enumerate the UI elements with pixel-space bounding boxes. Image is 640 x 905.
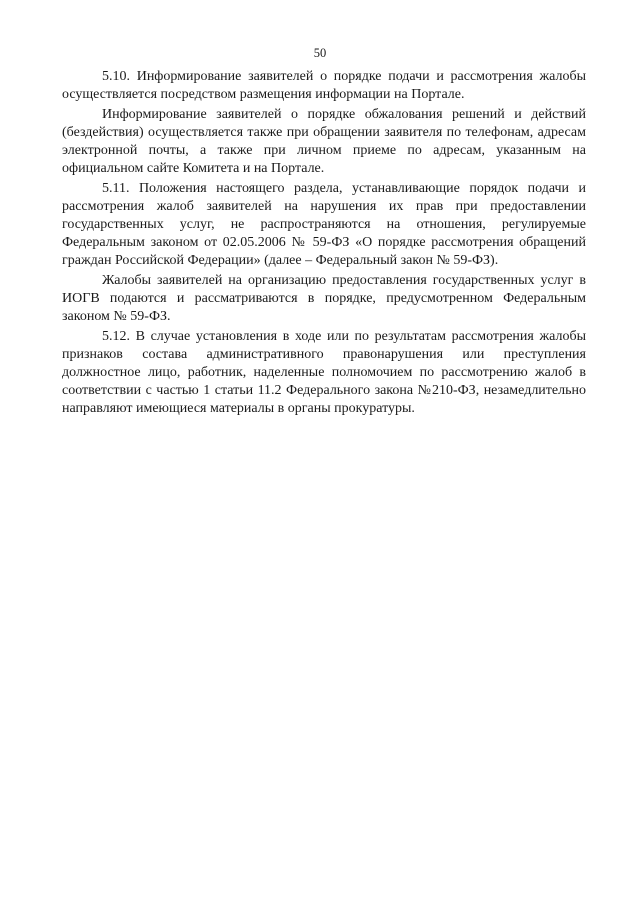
- paragraph-complaints-iogv: Жалобы заявителей на организацию предоставления государственных услуг в ИОГВ подаются и рассматриваются в порядке, предусмотренном Федеральным законом № 59-ФЗ.: [62, 273, 586, 324]
- page-number: 50: [313, 46, 327, 60]
- document-body: [62, 68, 586, 420]
- paragraph-5-11: 5.11. Положения настоящего раздела, устанавливающие порядок подачи и рассмотрения жалоб заявителей на нарушения их прав при предоставлении государственных услуг, не распространяются на отношения, регулируемые Федеральным законом от 02.05.2006 № 59-ФЗ «О порядке рассмотрения обращений граждан Российской Федерации» (далее – Федеральный закон № 59-ФЗ).: [62, 181, 586, 268]
- paragraph-5-10: 5.10. Информирование заявителей о порядке подачи и рассмотрения жалобы осуществляется посредством размещения информации на Портале.: [62, 69, 586, 102]
- paragraph-5-12: 5.12. В случае установления в ходе или по результатам рассмотрения жалобы признаков состава административного правонарушения или преступления должностное лицо, работник, наделенные полномочием по рассмотрению жалоб в соответствии с частью 1 статьи 11.2 Федерального закона №210-ФЗ, незамедлительно направляют имеющиеся материалы в органы прокуратуры.: [62, 329, 586, 416]
- paragraph-appeal-information: Информирование заявителей о порядке обжалования решений и действий (бездействия) осуществляется также при обращении заявителя по телефонам, адресам электронной почты, а также при личном приеме по адресам, указанным на официальном сайте Комитета и на Портале.: [62, 107, 586, 176]
